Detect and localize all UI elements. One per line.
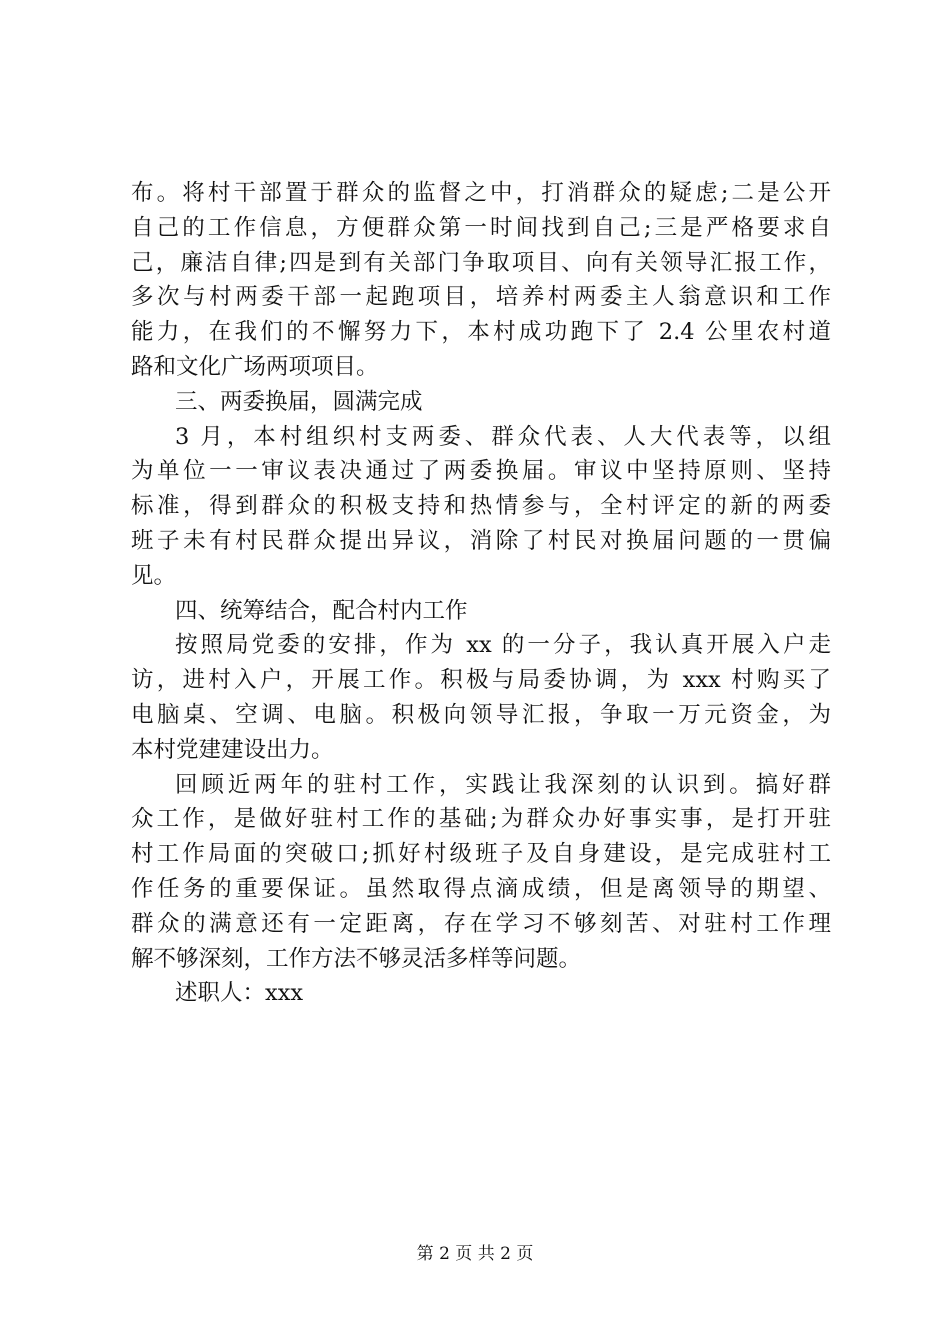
paragraph-line: 作任务的重要保证。虽然取得点滴成绩，但是离领导的期望、	[131, 875, 831, 902]
paragraph-line: 回顾近两年的驻村工作，实践让我深刻的认识到。搞好群	[175, 771, 831, 798]
paragraph-line: 多次与村两委干部一起跑项目，培养村两委主人翁意识和工作	[131, 284, 831, 311]
paragraph-line: 班子未有村民群众提出异议，消除了村民对换届问题的一贯偏	[131, 527, 831, 554]
paragraph-line: 本村党建建设出力。	[131, 736, 334, 763]
paragraph-line: 自己的工作信息，方便群众第一时间找到自己;三是严格要求自	[131, 214, 831, 241]
section-heading: 四、统筹结合，配合村内工作	[175, 597, 468, 624]
section-heading: 三、两委换届，圆满完成	[175, 388, 423, 415]
paragraph-line: 按照局党委的安排，作为 xx 的一分子，我认真开展入户走	[175, 632, 831, 659]
paragraph-line: 见。	[131, 562, 177, 589]
paragraph-line: 为单位一一审议表决通过了两委换届。审议中坚持原则、坚持	[131, 458, 831, 485]
paragraph-line: 村工作局面的突破口;抓好村级班子及自身建设，是完成驻村工	[131, 841, 831, 868]
paragraph-line: 标准，得到群众的积极支持和热情参与，全村评定的新的两委	[131, 493, 831, 520]
document-body	[131, 176, 831, 1011]
paragraph-line: 路和文化广场两项项目。	[131, 353, 379, 380]
paragraph-line: 电脑桌、空调、电脑。积极向领导汇报，争取一万元资金，为	[131, 701, 831, 728]
paragraph-line: 己，廉洁自律;四是到有关部门争取项目、向有关领导汇报工作，	[131, 249, 831, 276]
paragraph-line: 群众的满意还有一定距离，存在学习不够刻苦、对驻村工作理	[131, 910, 831, 937]
paragraph-line: 能力，在我们的不懈努力下，本村成功跑下了 2.4 公里农村道	[131, 319, 831, 346]
signature-line: 述职人：xxx	[175, 980, 304, 1007]
paragraph-line: 布。将村干部置于群众的监督之中，打消群众的疑虑;二是公开	[131, 180, 831, 206]
paragraph-line: 解不够深刻，工作方法不够灵活多样等问题。	[131, 945, 582, 972]
page-footer: 第 2 页 共 2 页	[416, 1244, 534, 1264]
paragraph-line: 访，进村入户，开展工作。积极与局委协调，为 xxx 村购买了	[131, 667, 831, 694]
paragraph-line: 3 月，本村组织村支两委、群众代表、人大代表等，以组	[175, 423, 831, 450]
paragraph-line: 众工作，是做好驻村工作的基础;为群众办好事实事，是打开驻	[131, 806, 831, 833]
